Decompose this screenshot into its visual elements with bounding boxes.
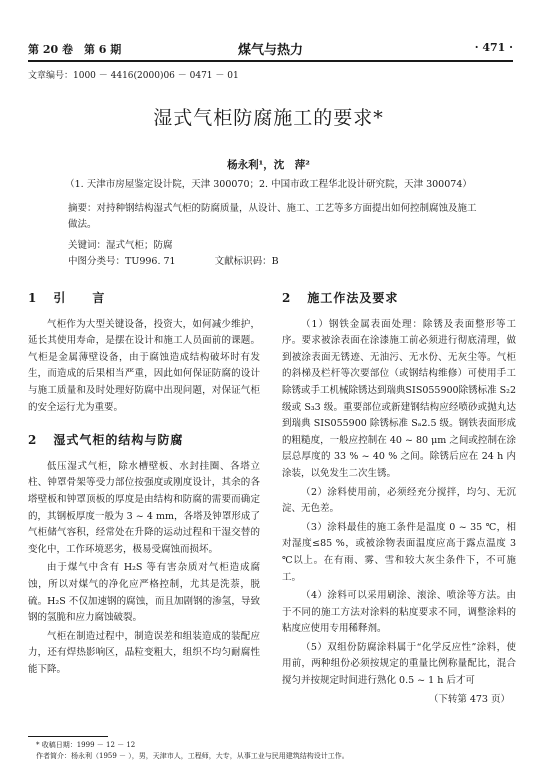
classification-line [68,253,315,267]
footnote-rule [28,736,108,737]
document-code: 文献标识码：B [214,256,279,267]
header-rule [28,60,513,62]
abstract: 摘要：对持种钢结构湿式气柜的防腐质量，从设计、施工、工艺等多方面提出如何控制腐蚀及施工做法。 [68,203,477,230]
affiliation: （1. 天津市房屋鉴定设计院，天津 300070；2. 中国市政工程华北设计研究院，天津 300074） [65,179,472,190]
section-heading-structure: 2 湿式气柜的结构与防腐 [28,433,184,448]
section-heading-construction: 2 施工作法及要求 [282,291,399,305]
page-number: · 471 · [474,41,513,54]
continued-note: （下转第 473 页） [428,693,510,705]
right-column [282,290,516,708]
paragraph: 由于煤气中含有 H₂S 等有害杂质对气柜造成腐蚀，所以对煤气的净化应严格控制，尤其是洗萘，脱硫。H₂S 不仅加速钢的腐蚀，而且加剧钢的渗氢，导致钢的氢脆和应力腐蚀破裂。 [28,562,260,624]
article-title: 湿式气柜防腐施工的要求* [153,107,384,129]
paragraph: 低压湿式气柜，除水槽壁板、水封挂圈、各塔立柱、钟罩骨架等受力部位按强度或刚度设计，其余的各塔壁板和钟罩顶板的厚度是由结构和防腐的需要而确定的，其钢板厚度一般为 3 ~ 4 mm，各塔及钟罩形成了气柜储气容积，经常处在升降的运动过程和干湿交替的变化中，工作环境恶劣，极易受腐蚀而损坏。 [28,460,260,555]
section-heading-intro: 1 引 言 [28,291,106,305]
volume-issue: 第 20 卷 第 6 期 [28,43,122,56]
paragraph: 气柜在制造过程中，制造误差和组装造成的装配应力，还有焊热影响区，晶粒变粗大，组织不均匀耐腐性能下降。 [28,630,260,675]
keywords: 关键词：湿式气柜；防腐 [68,240,173,251]
paragraph: （3）涂料最佳的施工条件是温度 0 ~ 35 ℃，相对湿度≤85 %，或被涂物表面温度应高于露点温度 3 ℃以上。在有雨、雾、雪和较大灰尘条件下，不可施工。 [282,521,516,583]
paragraph: （5）双组份防腐涂料属于“化学反应性”涂料，使用前，两种组份必须按规定的重量比例称量配比，混合搅匀并按规定时间进行熟化 0.5 ~ 1 h 后才可 [282,641,516,687]
footnote [36,740,349,762]
authors: 杨永利¹，沈 萍² [227,159,310,171]
class-number: 中图分类号：TU996. 71 [68,256,176,267]
received-date: * 收稿日期：1999 － 12 － 12 [36,741,136,749]
page-header [28,39,513,57]
journal-name: 煤气与热力 [237,43,303,58]
paragraph: （4）涂料可以采用刷涂、滚涂、喷涂等方法。由于不同的施工方法对涂料的粘度要求不同，调整涂料的粘度应使用专用稀释剂。 [282,590,516,635]
paragraph: 气柜作为大型关键设备，投资大，如何减少维护，延长其使用寿命，是摆在设计和施工人员面前的课题。气柜是金属薄壁设备，由于腐蚀造成结构破坏时有发生，而造成的后果相当严重，因此如何保证防腐的设计与施工质量和及时处理好防腐中出现问题，对保证气柜的安全运行尤为重要。 [28,318,260,413]
author-bio: 作者简介：杨永利（1959 － ），男，天津市人，工程师，大专，从事工业与民用建筑结构设计工作。 [36,752,349,760]
left-column [28,290,260,680]
paragraph: （1）钢铁金属表面处理：除锈及表面整形等工序。要求被涂表面在涂漆施工前必须进行彻底清理，做到被涂表面无锈迹、无油污、无水份、无灰尘等。气柜的斜梯及栏杆等次要部位（或钢结构维修）可使用手工除锈或手工机械除锈达到瑞典SIS055900除锈标准 S₂2 级或 S₃3 级。重要部位或新建钢结构应经喷砂或抛丸达到瑞典 SIS055900 除锈标准 Sₐ2.5 级。钢铁表面形成的粗糙度，一般应控制在 40 ~ 80 μm 之间或控制在涂层总厚度的 33 % ~ 40 % 之间。除锈后应在 24 h 内涂装，以免发生二次生锈。 [282,318,516,479]
paragraph: （2）涂料使用前，必须经充分搅拌，均匀、无沉淀、无色差。 [282,486,516,515]
article-number: 文章编号：1000 － 4416(2000)06 － 0471 － 01 [28,71,239,81]
